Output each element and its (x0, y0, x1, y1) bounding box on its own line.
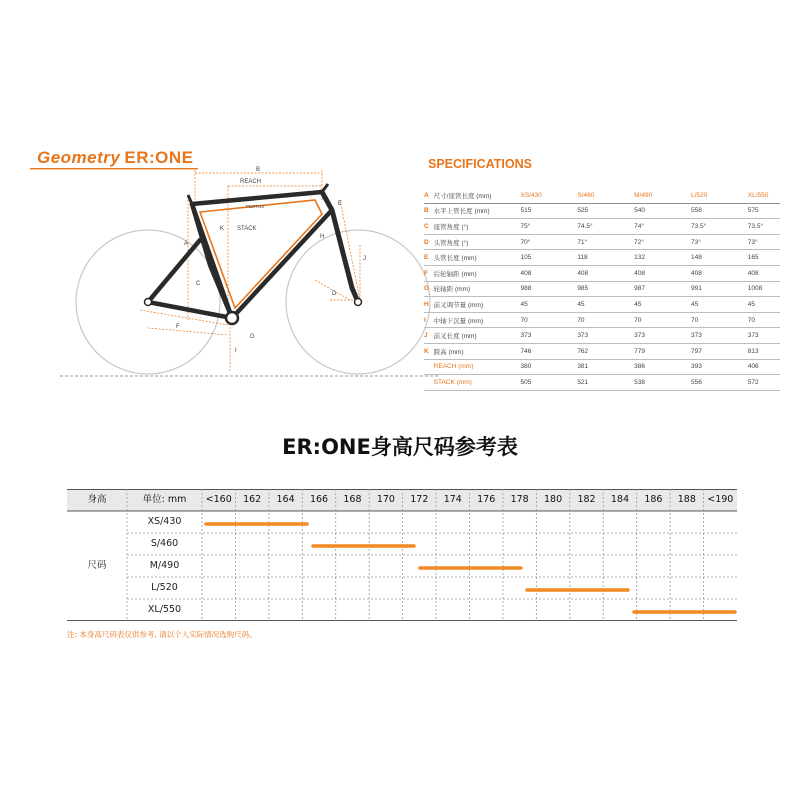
spec-value: 45 (691, 297, 748, 313)
spec-value: 779 (634, 343, 691, 359)
brand-label: PERTUS (246, 204, 265, 209)
spec-value: 132 (634, 250, 691, 266)
spec-row (424, 188, 780, 203)
spec-value: 373 (520, 328, 577, 344)
spec-value: 575 (748, 203, 780, 219)
spec-row (424, 328, 780, 344)
height-value: <160 (205, 494, 232, 505)
spec-value: XS/430 (520, 188, 577, 203)
spec-letter: G (424, 281, 434, 297)
spec-value: 45 (748, 297, 780, 313)
spec-name: 水平上管长度 (mm) (434, 203, 521, 219)
label-j: J (363, 256, 366, 262)
label-h: H (320, 234, 325, 240)
spec-value: 45 (520, 297, 577, 313)
stem (322, 184, 328, 192)
spec-letter: J (424, 328, 434, 344)
spec-value: 70° (520, 234, 577, 250)
spec-value: 73° (691, 234, 748, 250)
spec-letter: D (424, 234, 434, 250)
spec-value: 525 (577, 203, 634, 219)
spec-value: 797 (691, 343, 748, 359)
height-value: 168 (343, 494, 362, 505)
spec-row (424, 265, 780, 281)
spec-name: STACK (mm) (434, 375, 521, 391)
reach-label: REACH (240, 179, 262, 185)
spec-value: 987 (634, 281, 691, 297)
spec-row (424, 234, 780, 250)
geometry-model-name: ER:ONE (124, 148, 194, 167)
label-d: D (332, 291, 337, 297)
size-label: 尺码 (87, 560, 107, 571)
front-hub (355, 299, 362, 306)
spec-value: 991 (691, 281, 748, 297)
spec-value: 373 (634, 328, 691, 344)
size-chart-title: ER:ONE身高尺码参考表 (282, 435, 518, 459)
bottom-bracket (226, 312, 238, 324)
spec-name: 尺寸/座管长度 (mm) (434, 188, 521, 203)
spec-value: 373 (691, 328, 748, 344)
size-name: M/490 (149, 560, 180, 571)
spec-row (424, 281, 780, 297)
fork (322, 192, 358, 302)
label-k: K (220, 226, 225, 232)
size-chart (67, 489, 737, 621)
rear-hub (145, 299, 152, 306)
spec-value: 72° (634, 234, 691, 250)
spec-value: 538 (634, 375, 691, 391)
spec-letter: H (424, 297, 434, 313)
height-value: 182 (577, 494, 596, 505)
spec-value: XL/550 (748, 188, 780, 203)
spec-name: 头管长度 (mm) (434, 250, 521, 266)
spec-value: 762 (577, 343, 634, 359)
bike-geometry-diagram (60, 160, 440, 382)
size-chart-note: 注: 本身高尺码表仅供参考, 请以个人实际情况选购尺码。 (67, 630, 257, 639)
spec-value: 381 (577, 359, 634, 375)
spec-value: 74.5° (577, 219, 634, 235)
spec-value: 556 (691, 375, 748, 391)
spec-name: 前叉调节量 (mm) (434, 297, 521, 313)
spec-row (424, 203, 780, 219)
spec-value: 373 (577, 328, 634, 344)
height-value: 186 (644, 494, 663, 505)
spec-value: 746 (520, 343, 577, 359)
spec-value: 540 (634, 203, 691, 219)
spec-value: 521 (577, 375, 634, 391)
height-value: 172 (410, 494, 429, 505)
specifications-title: SPECIFICATIONS (428, 157, 532, 171)
spec-row (424, 343, 780, 359)
size-name: XS/430 (147, 516, 182, 527)
spec-value: 985 (577, 281, 634, 297)
label-a: A (184, 241, 189, 247)
spec-value: 73° (748, 234, 780, 250)
spec-value: 408 (634, 265, 691, 281)
spec-letter: C (424, 219, 434, 235)
spec-value: M/490 (634, 188, 691, 203)
spec-value: 813 (748, 343, 780, 359)
height-value: 176 (477, 494, 496, 505)
size-name: S/460 (150, 538, 179, 549)
spec-row (424, 359, 780, 375)
spec-value: 70 (634, 312, 691, 328)
spec-letter: E (424, 250, 434, 266)
label-e: E (338, 201, 343, 207)
spec-letter: B (424, 203, 434, 219)
spec-value: 105 (520, 250, 577, 266)
spec-value: 408 (748, 265, 780, 281)
spec-value: 408 (577, 265, 634, 281)
spec-value: S/460 (577, 188, 634, 203)
geometry-title-word: Geometry (37, 148, 121, 167)
height-value: 188 (677, 494, 696, 505)
spec-letter: I (424, 312, 434, 328)
label-b: B (256, 167, 261, 173)
spec-name: REACH (mm) (434, 359, 521, 375)
spec-name: 轮轴距 (mm) (434, 281, 521, 297)
spec-value: 70 (577, 312, 634, 328)
height-value: 174 (443, 494, 462, 505)
spec-value: 45 (577, 297, 634, 313)
spec-value: 148 (691, 250, 748, 266)
spec-letter (424, 375, 434, 391)
spec-row (424, 219, 780, 235)
seat-post (188, 195, 192, 204)
spec-value: 70 (520, 312, 577, 328)
bike-frame (148, 192, 332, 318)
spec-value: 70 (691, 312, 748, 328)
spec-value: 75° (520, 219, 577, 235)
spec-value: L/520 (691, 188, 748, 203)
spec-name: 座管角度 (°) (434, 219, 521, 235)
label-c: C (196, 281, 201, 287)
spec-value: 386 (634, 359, 691, 375)
spec-value: 408 (691, 265, 748, 281)
spec-name: 后轮轴距 (mm) (434, 265, 521, 281)
spec-value: 408 (520, 265, 577, 281)
spec-row (424, 250, 780, 266)
height-label: 身高 (87, 494, 107, 505)
height-value: 166 (309, 494, 329, 505)
spec-value: 118 (577, 250, 634, 266)
height-value: <190 (707, 494, 734, 505)
size-name: L/520 (151, 582, 178, 593)
spec-name: 中轴下沉量 (mm) (434, 312, 521, 328)
spec-value: 71° (577, 234, 634, 250)
spec-value: 70 (748, 312, 780, 328)
specifications-table (424, 188, 780, 391)
label-f: F (176, 324, 180, 330)
label-i: I (235, 348, 237, 354)
spec-value: 558 (691, 203, 748, 219)
spec-letter: A (424, 188, 434, 203)
spec-letter: F (424, 265, 434, 281)
spec-value: 1008 (748, 281, 780, 297)
spec-value: 988 (520, 281, 577, 297)
spec-value: 515 (520, 203, 577, 219)
spec-value: 380 (520, 359, 577, 375)
spec-value: 373 (748, 328, 780, 344)
spec-value: 73.5° (748, 219, 780, 235)
spec-name: 前叉长度 (mm) (434, 328, 521, 344)
spec-value: 165 (748, 250, 780, 266)
height-value: 178 (510, 494, 529, 505)
unit-label: 单位: mm (142, 494, 187, 505)
spec-letter: K (424, 343, 434, 359)
label-g: G (250, 334, 255, 340)
height-value: 162 (243, 494, 262, 505)
size-name: XL/550 (147, 604, 182, 615)
spec-row (424, 312, 780, 328)
spec-row (424, 375, 780, 391)
height-value: 184 (610, 494, 630, 505)
spec-value: 406 (748, 359, 780, 375)
spec-name: 头管角度 (°) (434, 234, 521, 250)
spec-value: 505 (520, 375, 577, 391)
spec-value: 393 (691, 359, 748, 375)
spec-row (424, 297, 780, 313)
height-value: 180 (544, 494, 563, 505)
spec-value: 74° (634, 219, 691, 235)
spec-value: 572 (748, 375, 780, 391)
spec-value: 73.5° (691, 219, 748, 235)
spec-value: 45 (634, 297, 691, 313)
height-value: 164 (276, 494, 295, 505)
stack-label: STACK (237, 226, 257, 232)
spec-letter (424, 359, 434, 375)
spec-name: 跨高 (mm) (434, 343, 521, 359)
height-value: 170 (376, 494, 395, 505)
